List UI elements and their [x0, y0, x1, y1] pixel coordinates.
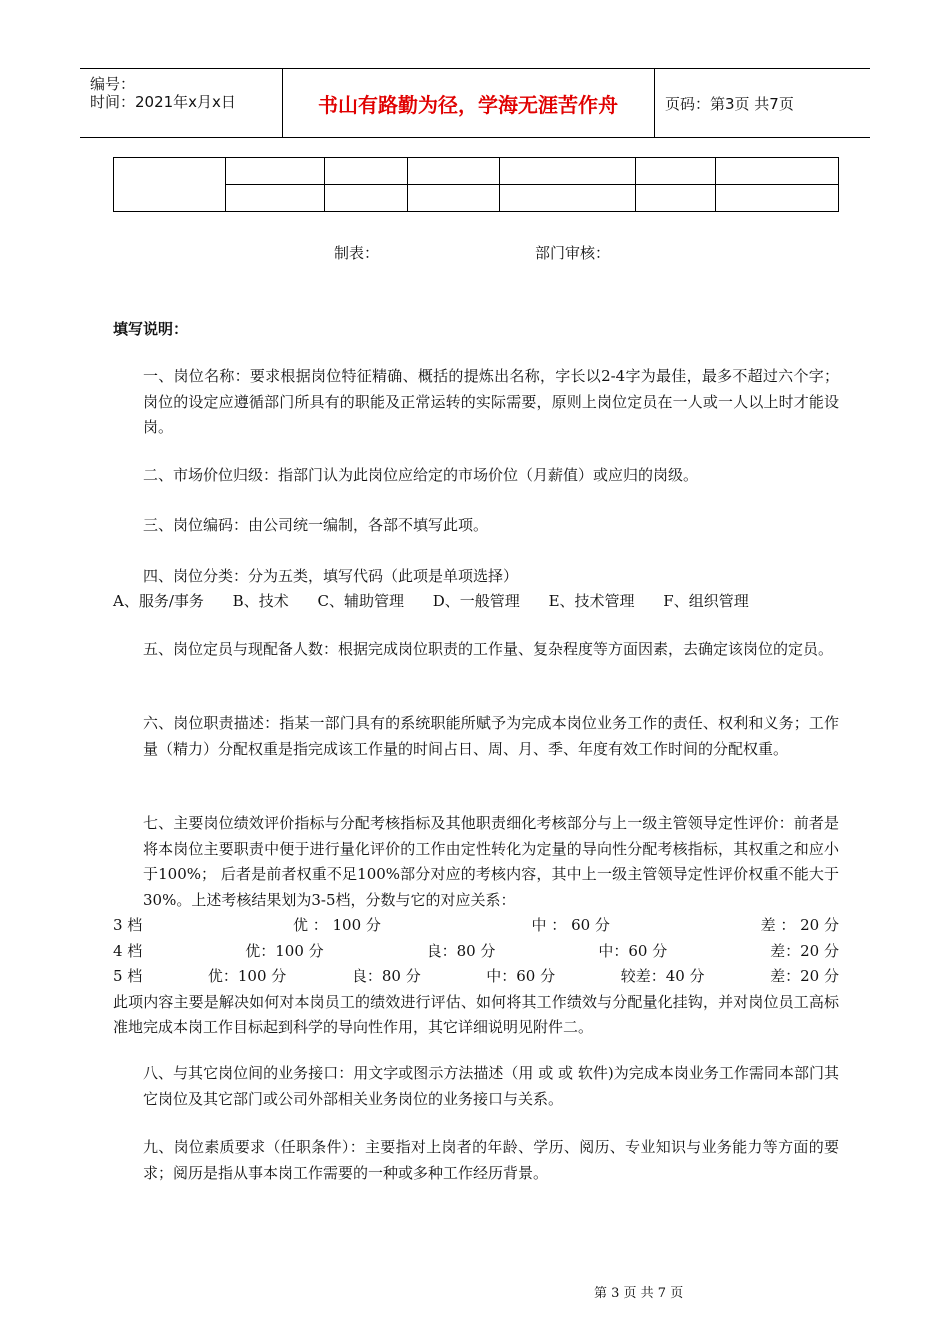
header-meta — [80, 69, 283, 137]
grade-row-5 — [113, 964, 839, 990]
document-number-label: 编号： — [90, 75, 136, 93]
grade-cell: 优 ： 100 分 — [292, 916, 381, 934]
grade-cell: 4 档 — [113, 941, 143, 960]
grade-cell: 差 ： 20 分 — [760, 916, 839, 934]
prepared-by-label: 制表： — [334, 244, 380, 262]
category-f: F、组织管理 — [663, 592, 749, 610]
grade-row-4 — [113, 939, 839, 965]
table-cell — [226, 185, 325, 212]
category-options — [113, 590, 773, 611]
grade-cell: 良：80 分 — [426, 941, 496, 960]
instruction-9-text: 九、岗位素质要求（任职条件）：主要指对上岗者的年龄、学历、阅历、专业知识与业务能力等方面的要求；阅历是指从事本岗工作需要的一种或多种工作经历背景。 — [143, 1138, 839, 1182]
page-footer: 第 3 页 共 7 页 — [594, 1286, 684, 1301]
instructions-title: 填写说明： — [113, 320, 189, 338]
table-cell — [500, 185, 636, 212]
grade-cell: 中：60 分 — [486, 967, 556, 985]
grade-cell: 中 ： 60 分 — [531, 916, 610, 934]
instruction-4 — [113, 564, 839, 590]
category-d: D、一般管理 — [432, 592, 520, 610]
table-cell — [636, 158, 716, 185]
instruction-6-text: 六、岗位职责描述：指某一部门具有的系统职能所赋予为完成本岗位业务工作的责任、权利和义务；工作量（精力）分配权重是指完成该工作量的时间占日、周、月、季、年度有效工作时间的分配权重。 — [143, 714, 839, 758]
instruction-5 — [113, 637, 839, 663]
table-cell — [408, 158, 500, 185]
table-cell — [325, 185, 408, 212]
table-cell — [325, 158, 408, 185]
instruction-3-text: 三、岗位编码：由公司统一编制，各部不填写此项。 — [143, 516, 489, 534]
form-table-fragment — [113, 157, 839, 212]
grade-cell: 良：80 分 — [351, 967, 421, 985]
instruction-1 — [113, 364, 839, 441]
table-cell — [716, 158, 839, 185]
category-c: C、辅助管理 — [317, 592, 404, 610]
header-motto: 书山有路勤为径，学海无涯苦作舟 — [282, 69, 655, 137]
category-a: A、服务/事务 — [113, 592, 204, 610]
grade-cell: 3 档 — [113, 916, 143, 934]
instruction-7-text: 七、主要岗位绩效评价指标与分配考核指标及其他职责细化考核部分与上一级主管领导定性评价：前者是将本岗位主要职责中便于进行量化评价的工作由定性转化为定量的导向性分配考核指标，其权重之和应小于100%； 后者是前者权重不足100%部分对应的考核内容，其中上一级主管领导定性评价权重不能大于30%。上述考核结果划为3-5档，分数与它的对应关系： — [143, 814, 839, 909]
grade-row-3 — [113, 913, 839, 939]
grade-cell: 中：60 分 — [598, 941, 668, 960]
instruction-3 — [113, 513, 839, 539]
grade-cell: 优：100 分 — [207, 967, 287, 985]
instruction-2 — [113, 463, 839, 489]
grade-cell: 5 档 — [113, 967, 143, 985]
table-cell — [408, 185, 500, 212]
instruction-9 — [113, 1135, 839, 1186]
table-cell — [500, 158, 636, 185]
instruction-1-text: 一、岗位名称：要求根据岗位特征精确、概括的提炼出名称，字长以2-4字为最佳，最多不超过六个字；岗位的设定应遵循部门所具有的职能及正常运转的实际需要，原则上岗位定员在一人或一人以上时才能设岗。 — [143, 367, 839, 436]
instruction-8 — [113, 1061, 839, 1112]
department-review-label: 部门审核： — [535, 244, 611, 262]
category-b: B、技术 — [232, 592, 289, 610]
instruction-5-text: 五、岗位定员与现配备人数：根据完成岗位职责的工作量、复杂程度等方面因素，去确定该岗位的定员。 — [143, 640, 834, 658]
grade-cell: 差：20 分 — [770, 967, 839, 985]
category-e: E、技术管理 — [548, 592, 635, 610]
instruction-7 — [113, 811, 839, 1041]
document-time-label: 时间：2021年x月x日 — [90, 93, 236, 111]
table-cell — [114, 158, 226, 212]
header-page-info: 页码：第3页 共7页 — [665, 95, 794, 113]
instruction-8-text: 八、与其它岗位间的业务接口：用文字或图示方法描述（用 或 或 软件)为完成本岗业务工作需同本部门其它岗位及其它部门或公司外部相关业务岗位的业务接口与关系。 — [143, 1064, 839, 1108]
grade-cell: 优：100 分 — [245, 941, 324, 960]
table-cell — [716, 185, 839, 212]
grade-cell: 较差：40 分 — [620, 967, 705, 985]
instruction-7-note: 此项内容主要是解决如何对本岗员工的绩效进行评估、如何将其工作绩效与分配量化挂钩，并对岗位员工高标准地完成本岗工作目标起到科学的导向性作用，其它详细说明见附件二。 — [113, 992, 839, 1036]
instruction-6 — [113, 711, 839, 762]
grade-cell: 差：20 分 — [770, 941, 839, 960]
instruction-4-text: 四、岗位分类：分为五类，填写代码（此项是单项选择） — [143, 567, 519, 585]
page-header — [80, 68, 870, 138]
table-cell — [636, 185, 716, 212]
table-cell — [226, 158, 325, 185]
instruction-2-text: 二、市场价位归级：指部门认为此岗位应给定的市场价位（月薪值）或应归的岗级。 — [143, 466, 699, 484]
